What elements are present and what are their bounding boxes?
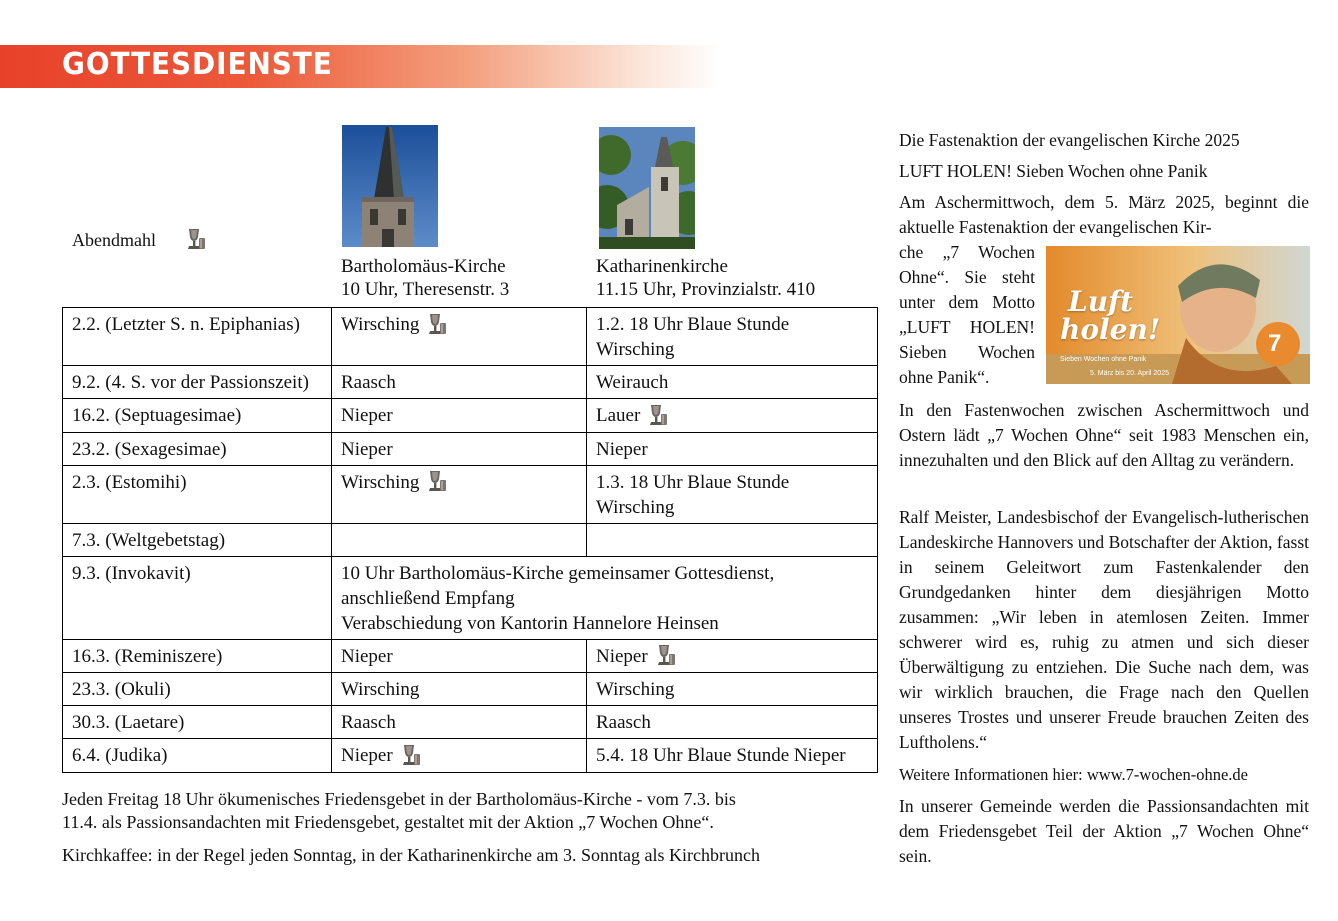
fastenaktion-heading: Die Fastenaktion der evangelischen Kirche 2025 — [899, 130, 1240, 150]
section-banner — [0, 45, 720, 88]
preacher-name: Wirsching — [341, 679, 420, 701]
preacher-name: Lauer — [596, 405, 641, 426]
preacher-name: Wirsching — [596, 496, 675, 518]
preacher-name: Wirsching — [596, 679, 675, 701]
preacher-name: Wirsching — [341, 314, 420, 335]
schedule-row — [63, 308, 878, 366]
schedule-row — [63, 706, 878, 739]
preacher-name: 1.3. 18 Uhr Blaue Stunde — [596, 471, 790, 493]
service-date: 2.3. (Estomihi) — [63, 465, 332, 523]
poster-subline: Sieben Wochen ohne Panik — [1060, 356, 1147, 363]
intro-wrap-line: Sieben Wochen — [899, 342, 1035, 362]
schedule-row — [63, 556, 878, 639]
intro-wrap-line: che „7 Wochen — [899, 242, 1035, 262]
preacher-name: Raasch — [341, 372, 396, 393]
preacher-name: Weirauch — [596, 372, 669, 393]
schedule-row — [63, 639, 878, 673]
intro-wrap-line: unter dem Motto — [899, 292, 1035, 312]
luft-holen-poster — [1046, 246, 1310, 384]
church-time-address: 11.15 Uhr, Provinzialstr. 410 — [596, 279, 816, 300]
preacher-name: Nieper — [596, 438, 648, 460]
fastenaktion-paragraph-2: In den Fastenwochen zwischen Aschermittwoch und Ostern lädt „7 Wochen Ohne“ seit 1983 Menschen ein, innezuhalten und den Blick auf den Alltag zu verändern. — [899, 400, 1309, 470]
preacher-name: 1.2. 18 Uhr Blaue Stunde — [596, 314, 790, 335]
friedensgebet-line: Jeden Freitag 18 Uhr ökumenisches Friedensgebet in der Bartholomäus-Kirche - vom 7.3. bis — [62, 789, 736, 809]
preacher-name: Nieper — [341, 645, 393, 667]
bartholomaeus-preacher-cell — [332, 523, 587, 556]
katharinen-preacher-cell — [587, 739, 878, 773]
service-date: 23.2. (Sexagesimae) — [63, 432, 332, 465]
chalice-icon — [399, 743, 423, 767]
church-name: Katharinenkirche — [596, 256, 728, 277]
preacher-name: 5.4. 18 Uhr Blaue Stunde Nieper — [596, 745, 846, 767]
fastenaktion-paragraph-4: In unserer Gemeinde werden die Passionsandachten mit dem Friedensgebet Teil der Aktion „7 Wochen Ohne“ sein. — [899, 796, 1309, 866]
schedule-row — [63, 465, 878, 523]
bartholomaeus-church-header — [341, 255, 509, 301]
schedule-row — [63, 432, 878, 465]
katharinen-preacher-cell — [587, 399, 878, 433]
intro-wrap-line: „LUFT HOLEN! — [899, 317, 1035, 337]
katharinen-church-header — [596, 255, 815, 301]
bartholomaeus-preacher-cell — [332, 399, 587, 433]
chalice-icon — [646, 403, 670, 427]
schedule-row — [63, 399, 878, 433]
joint-service-line: anschließend Empfang — [341, 587, 515, 609]
fastenaktion-intro: Am Aschermittwoch, dem 5. März 2025, beginnt die aktuelle Fastenaktion der evangelischen Kir- — [899, 192, 1309, 237]
service-date: 16.3. (Reminiszere) — [63, 639, 332, 673]
katharinen-preacher-cell — [587, 465, 878, 523]
bartholomaeus-preacher-cell — [332, 366, 587, 399]
katharinen-preacher-cell — [587, 706, 878, 739]
preacher-name: Raasch — [341, 712, 396, 734]
service-date: 6.4. (Judika) — [63, 739, 332, 773]
preacher-name: Wirsching — [341, 471, 420, 493]
intro-wrap-line: Ohne“. Sie steht — [899, 267, 1035, 287]
poster-headline-line: holen! — [1060, 313, 1161, 346]
katharinen-preacher-cell — [587, 523, 878, 556]
friedensgebet-line: 11.4. als Passionsandachten mit Friedensgebet, gestaltet mit der Aktion „7 Wochen Ohne“. — [62, 812, 714, 832]
bartholomaeus-preacher-cell — [332, 432, 587, 465]
joint-service-line: 10 Uhr Bartholomäus-Kirche gemeinsamer Gottesdienst, — [341, 562, 775, 584]
schedule-row — [63, 366, 878, 399]
schedule-row — [63, 739, 878, 773]
service-date: 16.2. (Septuagesimae) — [63, 399, 332, 433]
katharinen-preacher-cell — [587, 639, 878, 673]
chalice-icon — [184, 227, 208, 251]
service-date: 9.2. (4. S. vor der Passionszeit) — [63, 366, 332, 399]
poster-badge: 7 — [1268, 330, 1282, 357]
preacher-name: Nieper — [341, 438, 393, 460]
more-info-link[interactable]: Weitere Informationen hier: www.7-wochen-ohne.de — [899, 765, 1249, 784]
fastenaktion-intro-wrap — [899, 240, 1035, 390]
katharinen-preacher-cell — [587, 366, 878, 399]
poster-headline — [1060, 285, 1161, 346]
service-schedule-table — [62, 307, 878, 773]
chalice-icon — [425, 312, 449, 336]
friedensgebet-note — [62, 788, 736, 834]
katharinen-church-photo — [599, 127, 695, 249]
chalice-icon — [425, 469, 449, 493]
preacher-name: Wirsching — [596, 339, 675, 360]
schedule-row — [63, 523, 878, 556]
service-date: 7.3. (Weltgebetstag) — [63, 523, 332, 556]
kirchkaffee-note: Kirchkaffee: in der Regel jeden Sonntag, in der Katharinenkirche am 3. Sonntag als Kirchbrunch — [62, 845, 760, 865]
bartholomaeus-preacher-cell — [332, 706, 587, 739]
bartholomaeus-preacher-cell — [332, 739, 587, 773]
church-time-address: 10 Uhr, Theresenstr. 3 — [341, 279, 510, 300]
poster-dates: 5. März bis 20. April 2025 — [1090, 370, 1169, 377]
schedule-row — [63, 673, 878, 706]
section-title: GOTTESDIENSTE — [62, 47, 333, 82]
katharinen-preacher-cell — [587, 432, 878, 465]
service-date: 9.3. (Invokavit) — [63, 556, 332, 639]
bartholomaeus-preacher-cell — [332, 639, 587, 673]
katharinen-preacher-cell — [587, 673, 878, 706]
preacher-name: Nieper — [341, 745, 393, 767]
bartholomaeus-preacher-cell — [332, 673, 587, 706]
intro-wrap-line: ohne Panik“. — [899, 367, 990, 387]
church-name: Bartholomäus-Kirche — [341, 256, 506, 277]
preacher-name: Nieper — [596, 645, 648, 667]
preacher-name: Raasch — [596, 712, 651, 734]
katharinen-preacher-cell — [587, 308, 878, 366]
joint-service-line: Verabschiedung von Kantorin Hannelore Heinsen — [341, 612, 719, 634]
poster-headline-line: Luft — [1068, 285, 1134, 318]
service-date: 23.3. (Okuli) — [63, 673, 332, 706]
bartholomaeus-church-photo — [342, 125, 438, 247]
preacher-name: Nieper — [341, 405, 393, 426]
fastenaktion-paragraph-3: Ralf Meister, Landesbischof der Evangelisch-lutherischen Landeskirche Hannovers und Botschafter der Aktion, fasst in seinem Geleitwort zum Fastenkalender den Grundgedanken hinter dem diesjährigen Motto zusammen: „Wir leben in atemlosen Zeiten. Immer schwerer wird es, ruhig zu atmen und sich dieser Überwältigung zu entziehen. Die Suche nach dem, was wir wirklich brauchen, die Frage nach den Quellen unseres Trostes und unserer Freude brauchen Zeiten des Luftholens.“ — [899, 507, 1309, 752]
bartholomaeus-preacher-cell — [332, 465, 587, 523]
chalice-icon — [654, 643, 678, 667]
joint-service-cell — [332, 556, 878, 639]
bartholomaeus-preacher-cell — [332, 308, 587, 366]
abendmahl-label: Abendmahl — [72, 230, 156, 250]
service-date: 30.3. (Laetare) — [63, 706, 332, 739]
service-date: 2.2. (Letzter S. n. Epiphanias) — [63, 308, 332, 366]
fastenaktion-motto: LUFT HOLEN! Sieben Wochen ohne Panik — [899, 161, 1208, 181]
abendmahl-legend — [72, 230, 156, 251]
